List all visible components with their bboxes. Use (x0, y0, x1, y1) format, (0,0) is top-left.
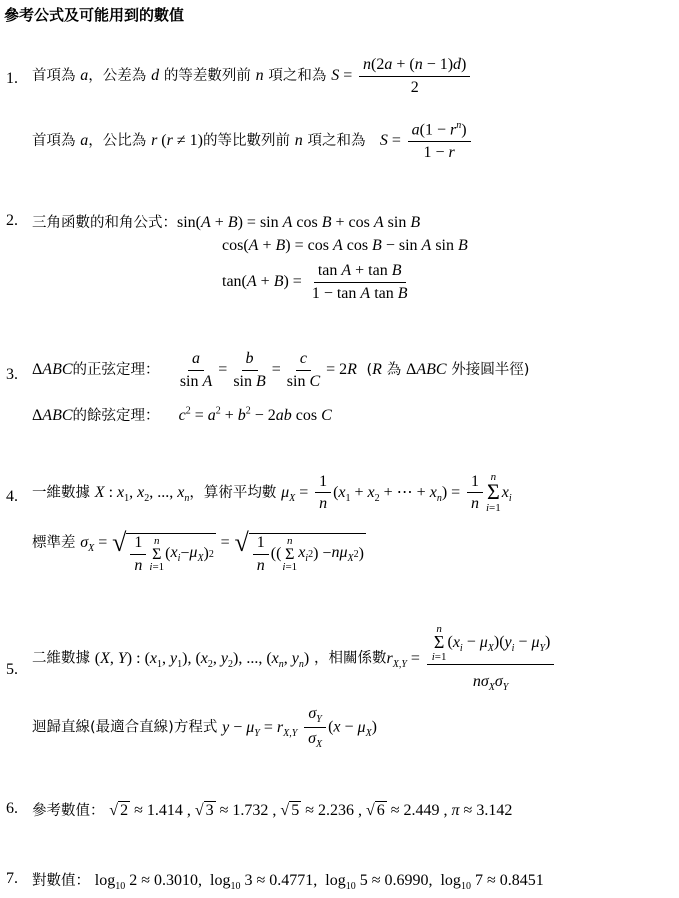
item-number-2: 2. (6, 212, 18, 229)
page-title: 參考公式及可能用到的數值 (4, 6, 185, 24)
formula-geometric-sum: 首項為 a，公比為 r (r ≠ 1)的等比數列前 n 項之和為 S = $\frac{a(1 - r^n)}{1 - r}$ (32, 120, 473, 162)
formula-cosine-sum: cos(A + B) = cos A cos B − sin A sin B (222, 237, 468, 254)
formula-law-of-cosines: ΔABC的餘弦定理： $c^2 = a^2 + b^2 - 2ab$ cos C (32, 405, 332, 424)
formula-standard-deviation: 標準差 $\sigma_X$ = √ $\frac{1}{n}$ n Σ i=1 ( $x_i$ − $\mu_X$ ) 2 = √ $\frac{1}{n}$ (( n Σ i=1 $x_i$ 2 ) − $n\mu_X$ 2 ) (32, 528, 364, 574)
formula-sine-sum: 三角函數的和角公式：sin(A + B) = sin A cos B + cos A sin B (32, 214, 421, 231)
item-number-4: 4. (6, 488, 18, 505)
formula-correlation: 二維數據 (X, Y) : ($x_1$, $y_1$), ($x_2$, $y_2$), ..., ($x_n$, $y_n$) ，相關係數$r_{X,Y}$ = n Σ i=1 $(x_i - \mu_X)(y_i - \mu_Y)$ $n\sigma_X\sigma_Y$ (32, 624, 556, 693)
formula-arithmetic-mean: 一維數據 X : $x_1$, $x_2$, ..., $x_n$，算術平均數 $\mu_X$ = $\frac{1}{n}$ ($x_1 + x_2$ + ⋯ + $x_n$) = $\frac{1}{n}$ n Σ i=1 $x_i$ (32, 471, 512, 515)
item-number-6: 6. (6, 800, 18, 817)
reference-values: 參考數值： √ 2 ≈ 1.414 , √ 3 ≈ 1.732 , √ 5 ≈ 2.236 , √ 6 ≈ 2.449 , π ≈ 3.142 (32, 802, 513, 819)
formula-regression-line: 迴歸直線(最適合直線)方程式 $y - \mu_Y = r_{X,Y}$ $\frac{\sigma_Y}{\sigma_X}$ $(x - \mu_X)$ (32, 705, 377, 751)
formula-law-of-sines: ΔABC的正弦定理： $\frac{a}{\text{sin A}}$ = $\frac{b}{\text{sin B}}$ = $\frac{c}{\text{sin C}}$ = 2R (R 為 ΔABC 外接圓半徑) (32, 350, 530, 390)
item-number-1: 1. (6, 70, 18, 87)
item-number-7: 7. (6, 870, 18, 887)
logarithm-values: 對數值： $\log_{10} 2 \approx 0.3010$, $\log_{10} 3 \approx 0.4771$, $\log_{10} 5 \approx 0.6990$, $\log_{10} 7 \approx 0.8451$ (32, 872, 544, 893)
formula-tangent-sum: tan(A + B) = $\frac{\text{tan A + tan B}}{\text{1 − tan A tan B}}$ (222, 262, 408, 302)
formula-arithmetic-sum: 首項為 a，公差為 d 的等差數列前 n 項之和為 S = $\frac{n(2a + (n - 1)d)}{2}$ (32, 56, 472, 96)
item-number-5: 5. (6, 661, 18, 678)
item-number-3: 3. (6, 366, 18, 383)
